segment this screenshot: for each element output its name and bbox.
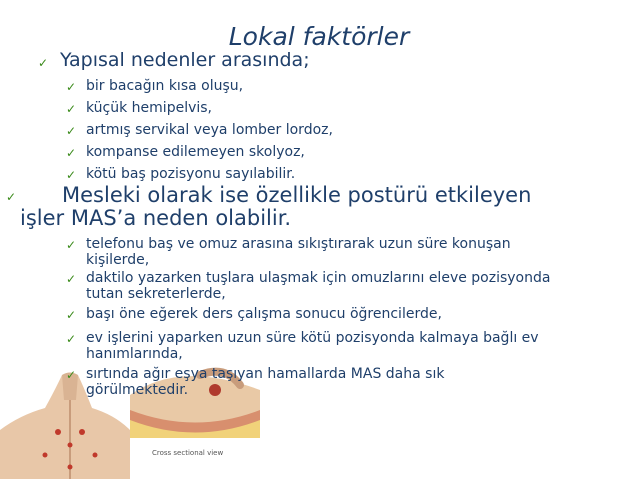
check-icon: ✓ (66, 368, 77, 382)
list-item-line: kişilerde, (86, 252, 150, 268)
section2-heading-line1: Mesleki olarak ise özellikle postürü etkileyen (62, 183, 532, 207)
section2-heading-line2: işler MAS’a neden olabilir. (20, 206, 292, 230)
check-icon: ✓ (66, 102, 77, 116)
list-item-line: tutan sekreterlerde, (86, 286, 226, 302)
list-item: kompanse edilemeyen skolyoz, (86, 144, 305, 160)
list-item: bir bacağın kısa oluşu, (86, 78, 244, 94)
image-caption: Cross sectional view (152, 449, 224, 457)
check-icon: ✓ (66, 80, 77, 94)
list-item-line: hanımlarında, (86, 346, 183, 362)
list-item: kötü baş pozisyonu sayılabilir. (86, 166, 296, 182)
check-icon: ✓ (66, 308, 77, 322)
list-item: artmış servikal veya lomber lordoz, (86, 122, 333, 138)
slide-title: Lokal faktörler (228, 22, 410, 51)
check-icon: ✓ (38, 56, 49, 70)
list-item-line: telefonu baş ve omuz arasına sıkıştırarak uzun süre konuşan (86, 236, 511, 252)
list-item-line: daktilo yazarken tuşlara ulaşmak için omuzlarını eleve pozisyonda (86, 270, 551, 286)
section1-heading: Yapısal nedenler arasında; (60, 49, 310, 71)
check-icon: ✓ (66, 124, 77, 138)
list-item-line: sırtında ağır eşya taşıyan hamallarda MAS daha sık (86, 366, 445, 382)
check-icon: ✓ (6, 190, 17, 204)
check-icon: ✓ (66, 332, 77, 346)
list-item-line: görülmektedir. (86, 382, 189, 398)
check-icon: ✓ (66, 146, 77, 160)
check-icon: ✓ (66, 272, 77, 286)
list-item: küçük hemipelvis, (86, 100, 212, 116)
list-item-line: başı öne eğerek ders çalışma sonucu öğrencilerde, (86, 306, 442, 322)
list-item-line: ev işlerini yaparken uzun süre kötü pozisyonda kalmaya bağlı ev (86, 330, 539, 346)
check-icon: ✓ (66, 238, 77, 252)
check-icon: ✓ (66, 168, 77, 182)
